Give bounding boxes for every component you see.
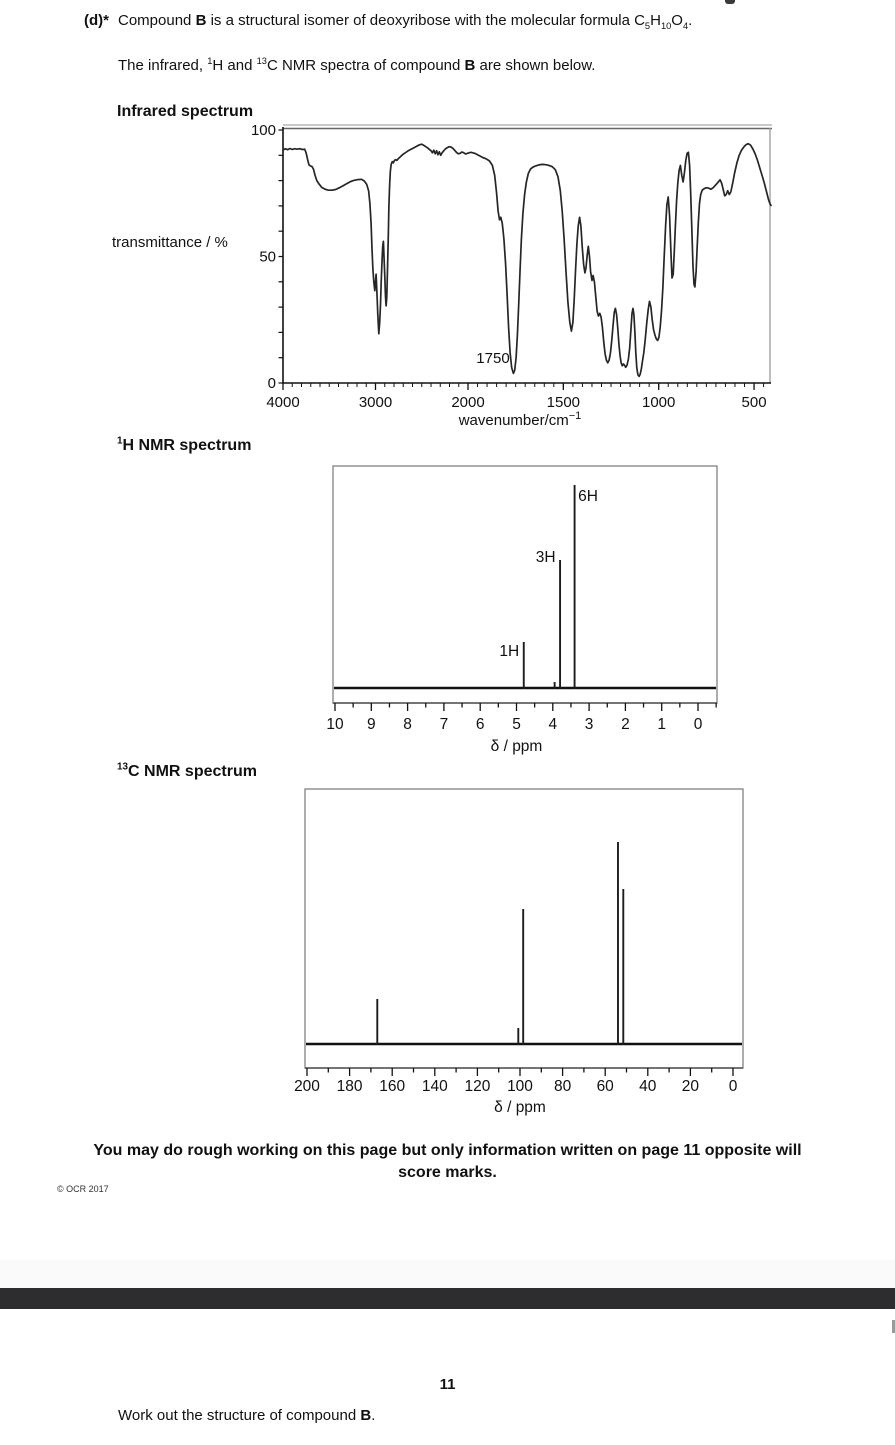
text-segment: 4: [682, 21, 689, 31]
text-segment: 13: [256, 56, 267, 66]
nmr-x-tick-label: 160: [379, 1078, 406, 1095]
nmr-x-tick-label: 140: [421, 1078, 448, 1095]
ir-x-tick-label: 500: [741, 394, 767, 411]
text-segment: .: [688, 12, 693, 29]
ir-spectrum-plot: [100, 116, 820, 436]
text-segment: C NMR spectrum: [128, 763, 257, 780]
ir-x-tick-label: 1000: [642, 394, 676, 411]
page-top-artifact: [725, 0, 735, 4]
text-segment: H NMR spectrum: [122, 437, 252, 454]
c13-nmr-section-title: [117, 763, 257, 781]
nmr-peak-label: 1H: [499, 643, 520, 660]
ir-section-title: Infrared spectrum: [117, 103, 254, 120]
ir-annotation-1750: 1750: [476, 350, 510, 367]
nmr-x-tick-label: 120: [464, 1078, 491, 1095]
work-out-text: [118, 1407, 375, 1424]
nmr-x-tick-label: 40: [639, 1078, 657, 1095]
text-segment: The infrared,: [118, 57, 208, 74]
nmr-x-tick-label: 4: [548, 716, 558, 733]
text-segment: B: [195, 12, 207, 29]
nmr-x-tick-label: 8: [403, 716, 412, 733]
ir-xlabel: wavenumber/$cm^{-1}$: [458, 410, 582, 429]
nmr-x-tick-label: 200: [294, 1078, 320, 1095]
nmr-peak-label: 3H: [535, 549, 556, 566]
text-segment: 1: [117, 435, 123, 447]
nmr-xlabel: δ / ppm: [490, 738, 543, 755]
nmr-x-tick-label: 6: [475, 716, 485, 733]
nmr-x-tick-label: 20: [681, 1078, 700, 1095]
nmr-x-tick-label: 80: [553, 1078, 572, 1095]
nmr-x-tick-label: 7: [439, 716, 449, 733]
ir-y-tick-label: 0: [267, 375, 276, 392]
text-segment: H: [650, 12, 661, 29]
instruction-line2: score marks.: [398, 1164, 497, 1181]
page-number: 11: [439, 1376, 456, 1393]
instruction-line1: You may do rough working on this page but only information written on page 11 opposite will: [93, 1142, 802, 1159]
ir-x-tick-label: 2000: [451, 394, 485, 411]
nmr-x-tick-label: 3: [584, 716, 594, 733]
nmr-x-tick-label: 100: [507, 1078, 533, 1095]
text-segment: C NMR spectra of compound: [266, 57, 465, 74]
h1-nmr-plot: [280, 452, 740, 762]
ir-ylabel: transmittance / %: [112, 234, 228, 251]
nmr-x-tick-label: 1: [657, 716, 667, 733]
nmr-x-tick-label: 2: [621, 716, 630, 733]
nmr-x-tick-label: 0: [728, 1078, 738, 1095]
ir-x-tick-label: 3000: [358, 394, 393, 411]
text-segment: 1: [207, 56, 213, 66]
ir-trace: [283, 144, 771, 377]
nmr-plot-border: [333, 466, 717, 703]
text-segment: Work out the structure of compound: [118, 1407, 361, 1424]
nmr-x-tick-label: 5: [512, 716, 521, 733]
question-label: (d)*: [84, 12, 109, 29]
c13-nmr-plot: [280, 778, 760, 1118]
nmr-peak-label: 6H: [578, 488, 598, 505]
page-separator-bar: [0, 1288, 895, 1309]
nmr-x-tick-label: 0: [693, 716, 703, 733]
text-segment: B: [360, 1407, 372, 1424]
text-segment: H and: [212, 57, 257, 74]
ir-y-tick-label: 50: [259, 248, 276, 266]
nmr-x-tick-label: 9: [366, 716, 376, 733]
question-text-line1: [118, 12, 692, 29]
ir-x-tick-label: 4000: [266, 394, 300, 411]
instruction-text: [0, 1140, 895, 1184]
text-segment: .: [371, 1407, 376, 1424]
nmr-x-tick-label: 60: [596, 1078, 614, 1095]
copyright-notice: © OCR 2017: [57, 1184, 109, 1194]
text-segment: 10: [660, 21, 672, 31]
text-segment: 5: [644, 21, 651, 31]
nmr-x-tick-label: 10: [326, 716, 344, 733]
text-segment: O: [671, 12, 683, 29]
nmr-x-tick-label: 180: [336, 1078, 363, 1095]
text-segment: are shown below.: [475, 57, 596, 74]
nmr-xlabel: δ / ppm: [494, 1099, 546, 1116]
text-segment: 13: [117, 761, 129, 773]
question-text-line2: [118, 57, 595, 74]
text-segment: is a structural isomer of deoxyribose with the molecular formula C: [206, 12, 645, 29]
page-bottom-strip: [0, 1260, 895, 1288]
h1-nmr-section-title: [117, 437, 251, 455]
ir-x-tick-label: 1500: [546, 394, 581, 411]
text-segment: Compound: [118, 12, 196, 29]
text-segment: B: [464, 57, 476, 74]
ir-y-tick-label: 100: [250, 122, 276, 139]
